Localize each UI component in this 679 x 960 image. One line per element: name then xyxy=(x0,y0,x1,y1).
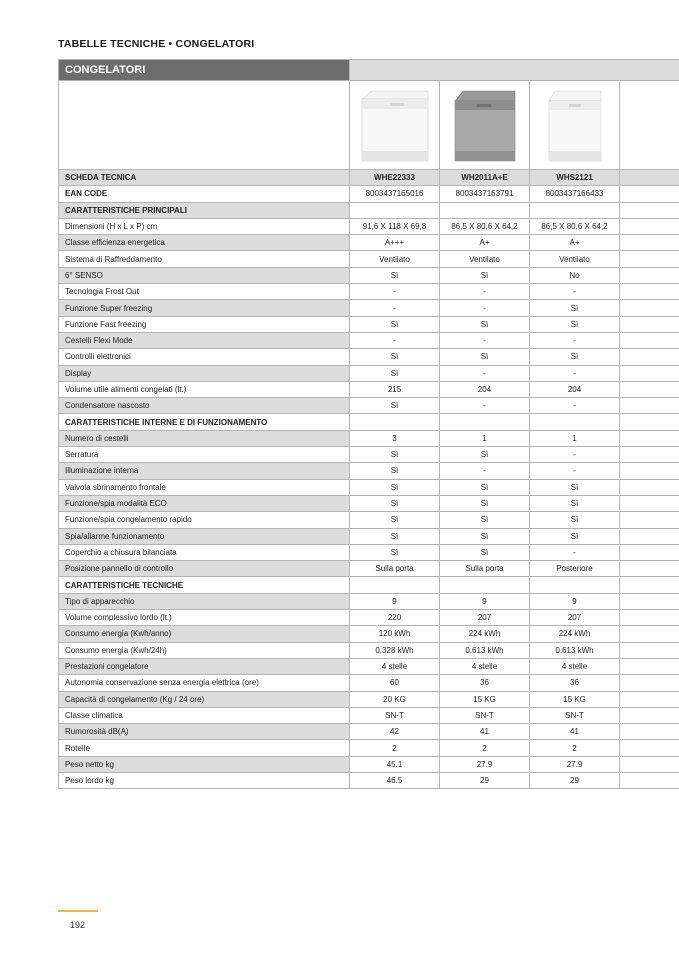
row-value: Ventilato xyxy=(350,251,440,267)
empty-column-cell xyxy=(620,365,679,381)
row-value: Sì xyxy=(530,349,620,365)
row-label: Spia/allarme funzionamento xyxy=(59,528,350,544)
empty-column-cell xyxy=(620,544,679,560)
empty-column-cell xyxy=(620,675,679,691)
table-row xyxy=(59,186,679,202)
table-row xyxy=(59,332,679,348)
row-label: Classe climatica xyxy=(59,707,350,723)
row-value: A+ xyxy=(440,235,530,251)
row-value: 86,5 X 80,6 X 64,2 xyxy=(530,218,620,234)
row-value: 60 xyxy=(350,675,440,691)
row-value: 41 xyxy=(530,724,620,740)
row-label: Serratura xyxy=(59,447,350,463)
row-value: - xyxy=(350,284,440,300)
row-value: Sì xyxy=(440,447,530,463)
row-label: Funzione/spia modalità ECO xyxy=(59,495,350,511)
row-value: 9 xyxy=(440,593,530,609)
row-value xyxy=(440,414,530,430)
row-label: Coperchio a chiusura bilanciata xyxy=(59,544,350,560)
row-label: Valvola sbrinamento frontale xyxy=(59,479,350,495)
row-value: - xyxy=(530,447,620,463)
row-value: 4 stelle xyxy=(350,658,440,674)
row-value: Sì xyxy=(350,528,440,544)
table-row xyxy=(59,642,679,658)
row-label: Autonomia conservazione senza energia elettrica (ore) xyxy=(59,675,350,691)
row-value: SN-T xyxy=(350,707,440,723)
row-value: Sulla porta xyxy=(350,561,440,577)
table-row xyxy=(59,772,679,788)
empty-column-cell xyxy=(620,626,679,642)
empty-column-cell xyxy=(620,740,679,756)
empty-column-cell xyxy=(620,577,679,593)
table-row xyxy=(59,610,679,626)
table-row xyxy=(59,528,679,544)
row-value: 2 xyxy=(350,740,440,756)
header-filler xyxy=(350,60,679,81)
row-value: WH2011A+E xyxy=(440,170,530,186)
empty-column-cell xyxy=(620,235,679,251)
row-value: Sì xyxy=(440,349,530,365)
row-value: Sì xyxy=(530,300,620,316)
table-row xyxy=(59,381,679,397)
table-row xyxy=(59,512,679,528)
page-number: 192 xyxy=(70,920,86,930)
row-value: 2 xyxy=(530,740,620,756)
table-title: CONGELATORI xyxy=(59,60,350,81)
row-value xyxy=(440,577,530,593)
row-value: A+ xyxy=(530,235,620,251)
row-label: Condensatore nascosto xyxy=(59,398,350,414)
row-label: CARATTERISTICHE INTERNE E DI FUNZIONAMENTO xyxy=(59,414,350,430)
row-label: Volume complessivo lordo (lt.) xyxy=(59,610,350,626)
empty-column-cell xyxy=(620,81,679,170)
table-row xyxy=(59,349,679,365)
row-value: Sì xyxy=(350,463,440,479)
table-row xyxy=(59,740,679,756)
row-value: Sì xyxy=(350,316,440,332)
row-value: Sì xyxy=(440,479,530,495)
row-value xyxy=(530,414,620,430)
row-value: - xyxy=(530,332,620,348)
table-row xyxy=(59,495,679,511)
product-image-cell xyxy=(350,81,440,170)
row-value: 15 KG xyxy=(440,691,530,707)
table-row xyxy=(59,414,679,430)
empty-column-cell xyxy=(620,642,679,658)
empty-column-cell xyxy=(620,202,679,218)
row-value: 120 kWh xyxy=(350,626,440,642)
table-row xyxy=(59,626,679,642)
row-label: Funzione/spia congelamento rapido xyxy=(59,512,350,528)
spec-table xyxy=(58,59,679,789)
row-value: A+++ xyxy=(350,235,440,251)
row-label: Rumorosità dB(A) xyxy=(59,724,350,740)
row-value: - xyxy=(440,463,530,479)
table-row xyxy=(59,365,679,381)
row-label: Dimensioni (H x L x P) cm xyxy=(59,218,350,234)
table-header-row xyxy=(59,60,679,81)
table-row xyxy=(59,251,679,267)
row-label: Peso lordo kg xyxy=(59,772,350,788)
table-row xyxy=(59,284,679,300)
row-value: Sì xyxy=(350,349,440,365)
row-value: WHS2121 xyxy=(530,170,620,186)
row-value: Sulla porta xyxy=(440,561,530,577)
row-label: Funzione Fast freezing xyxy=(59,316,350,332)
row-value: - xyxy=(530,544,620,560)
row-value: 207 xyxy=(530,610,620,626)
row-value: Sì xyxy=(530,479,620,495)
table-row xyxy=(59,675,679,691)
row-label: Sistema di Raffreddamento xyxy=(59,251,350,267)
row-value: WHE22333 xyxy=(350,170,440,186)
row-value: 207 xyxy=(440,610,530,626)
row-label: CARATTERISTICHE PRINCIPALI xyxy=(59,202,350,218)
row-value: 15 KG xyxy=(530,691,620,707)
row-value: 20 KG xyxy=(350,691,440,707)
table-row xyxy=(59,430,679,446)
row-label: EAN CODE xyxy=(59,186,350,202)
row-value: Sì xyxy=(440,495,530,511)
row-value: Sì xyxy=(350,544,440,560)
row-label: Numero di cestelli xyxy=(59,430,350,446)
row-value: SN-T xyxy=(530,707,620,723)
row-label: Posizione pannello di controllo xyxy=(59,561,350,577)
row-value: Sì xyxy=(530,528,620,544)
row-value: 0.613 kWh xyxy=(530,642,620,658)
table-row xyxy=(59,447,679,463)
empty-column-cell xyxy=(620,756,679,772)
row-value xyxy=(530,577,620,593)
table-row xyxy=(59,707,679,723)
empty-column-cell xyxy=(620,512,679,528)
empty-column-cell xyxy=(620,332,679,348)
row-value: 8003437166433 xyxy=(530,186,620,202)
empty-column-cell xyxy=(620,284,679,300)
row-value: - xyxy=(350,332,440,348)
table-row xyxy=(59,235,679,251)
row-value: 0.613 kWh xyxy=(440,642,530,658)
row-label: CARATTERISTICHE TECNICHE xyxy=(59,577,350,593)
empty-column-cell xyxy=(620,561,679,577)
row-label: 6° SENSO xyxy=(59,267,350,283)
row-value: 9 xyxy=(530,593,620,609)
table-row xyxy=(59,561,679,577)
row-value: 1 xyxy=(530,430,620,446)
empty-column-cell xyxy=(620,251,679,267)
row-label: SCHEDA TECNICA xyxy=(59,170,350,186)
row-value: 27.9 xyxy=(440,756,530,772)
row-value xyxy=(440,202,530,218)
row-value: - xyxy=(440,332,530,348)
table-row xyxy=(59,593,679,609)
row-value: SN-T xyxy=(440,707,530,723)
row-value: 91,6 X 118 X 69,8 xyxy=(350,218,440,234)
empty-column-cell xyxy=(620,381,679,397)
row-value: 36 xyxy=(440,675,530,691)
empty-column-cell xyxy=(620,447,679,463)
table-row xyxy=(59,463,679,479)
row-label: Consumo energia (Kwh/anno) xyxy=(59,626,350,642)
row-label: Classe efficienza energetica xyxy=(59,235,350,251)
empty-column-cell xyxy=(620,528,679,544)
row-label: Display xyxy=(59,365,350,381)
product-image-cell xyxy=(530,81,620,170)
row-value: Ventilato xyxy=(440,251,530,267)
footer-accent-rule xyxy=(58,910,98,912)
image-row-label-cell xyxy=(59,81,350,170)
row-value: 224 kWh xyxy=(440,626,530,642)
row-value: 204 xyxy=(530,381,620,397)
row-value: Sì xyxy=(350,365,440,381)
row-label: Consumo energia (Kwh/24h) xyxy=(59,642,350,658)
row-label: Volume utile alimenti congelati (lt.) xyxy=(59,381,350,397)
table-row xyxy=(59,479,679,495)
empty-column-cell xyxy=(620,398,679,414)
table-row xyxy=(59,691,679,707)
empty-column-cell xyxy=(620,610,679,626)
row-label: Rotelle xyxy=(59,740,350,756)
row-label: Cestelli Flexi Mode xyxy=(59,332,350,348)
row-value: - xyxy=(440,300,530,316)
row-value: 42 xyxy=(350,724,440,740)
row-value: Sì xyxy=(530,316,620,332)
table-row xyxy=(59,170,679,186)
table-row xyxy=(59,398,679,414)
row-value: Sì xyxy=(350,267,440,283)
row-value: Sì xyxy=(350,495,440,511)
table-row xyxy=(59,300,679,316)
row-value: Sì xyxy=(440,544,530,560)
empty-column-cell xyxy=(620,658,679,674)
row-value: Sì xyxy=(440,528,530,544)
row-value: 9 xyxy=(350,593,440,609)
empty-column-cell xyxy=(620,349,679,365)
row-value: Sì xyxy=(530,495,620,511)
row-value: 2 xyxy=(440,740,530,756)
row-value: 45.1 xyxy=(350,756,440,772)
row-value: Sì xyxy=(440,316,530,332)
row-value: 8003437165016 xyxy=(350,186,440,202)
empty-column-cell xyxy=(620,772,679,788)
row-value: 86,5 X 80,6 X 64,2 xyxy=(440,218,530,234)
row-value: Posteriore xyxy=(530,561,620,577)
row-value: 224 kWh xyxy=(530,626,620,642)
product-images-row xyxy=(59,81,679,170)
empty-column-cell xyxy=(620,316,679,332)
table-row xyxy=(59,267,679,283)
row-value: 41 xyxy=(440,724,530,740)
empty-column-cell xyxy=(620,463,679,479)
chest-freezer-grey-image xyxy=(449,85,521,165)
row-value: 4 stelle xyxy=(440,658,530,674)
row-value xyxy=(350,577,440,593)
row-value xyxy=(350,202,440,218)
table-row xyxy=(59,544,679,560)
row-value: 8003437163791 xyxy=(440,186,530,202)
row-value: - xyxy=(530,463,620,479)
row-value: - xyxy=(530,365,620,381)
row-value: Sì xyxy=(350,398,440,414)
row-value: 27.9 xyxy=(530,756,620,772)
row-value: - xyxy=(530,398,620,414)
empty-column-cell xyxy=(620,724,679,740)
table-row xyxy=(59,724,679,740)
row-label: Tecnologia Frost Out xyxy=(59,284,350,300)
row-value: 29 xyxy=(530,772,620,788)
row-label: Funzione Super freezing xyxy=(59,300,350,316)
empty-column-cell xyxy=(620,218,679,234)
row-value: 1 xyxy=(440,430,530,446)
row-value xyxy=(530,202,620,218)
empty-column-cell xyxy=(620,430,679,446)
row-value: Sì xyxy=(350,512,440,528)
row-value: - xyxy=(350,300,440,316)
row-label: Prestazioni congelatore xyxy=(59,658,350,674)
empty-column-cell xyxy=(620,593,679,609)
row-value: Sì xyxy=(350,447,440,463)
chest-freezer-small-image xyxy=(543,85,607,165)
empty-column-cell xyxy=(620,707,679,723)
empty-column-cell xyxy=(620,414,679,430)
product-image-cell xyxy=(440,81,530,170)
row-value: No xyxy=(530,267,620,283)
row-value: 204 xyxy=(440,381,530,397)
row-value: 46.5 xyxy=(350,772,440,788)
row-value: Sì xyxy=(350,479,440,495)
row-label: Tipo di apparecchio xyxy=(59,593,350,609)
row-label: Peso netto kg xyxy=(59,756,350,772)
row-label: Controlli elettronici xyxy=(59,349,350,365)
row-value: 220 xyxy=(350,610,440,626)
row-value: 4 stelle xyxy=(530,658,620,674)
empty-column-cell xyxy=(620,479,679,495)
row-value: Ventilato xyxy=(530,251,620,267)
row-value xyxy=(350,414,440,430)
table-row xyxy=(59,577,679,593)
empty-column-cell xyxy=(620,186,679,202)
table-row xyxy=(59,218,679,234)
empty-column-cell xyxy=(620,495,679,511)
row-value: 29 xyxy=(440,772,530,788)
row-value: - xyxy=(440,365,530,381)
row-value: - xyxy=(440,398,530,414)
row-value: Sì xyxy=(440,512,530,528)
empty-column-cell xyxy=(620,300,679,316)
row-value: 36 xyxy=(530,675,620,691)
empty-column-cell xyxy=(620,170,679,186)
empty-column-cell xyxy=(620,267,679,283)
row-value: 3 xyxy=(350,430,440,446)
table-row xyxy=(59,316,679,332)
row-value: Sì xyxy=(530,512,620,528)
row-value: - xyxy=(440,284,530,300)
table-row xyxy=(59,658,679,674)
row-value: Sì xyxy=(440,267,530,283)
row-label: Illuminazione interna xyxy=(59,463,350,479)
chest-freezer-white-image xyxy=(356,85,434,165)
table-row xyxy=(59,202,679,218)
row-value: - xyxy=(530,284,620,300)
empty-column-cell xyxy=(620,691,679,707)
row-value: 215 xyxy=(350,381,440,397)
row-value: 0.328 kWh xyxy=(350,642,440,658)
row-label: Capacità di congelamento (Kg / 24 ore) xyxy=(59,691,350,707)
page-title: TABELLE TECNICHE • CONGELATORI xyxy=(58,38,255,50)
table-row xyxy=(59,756,679,772)
